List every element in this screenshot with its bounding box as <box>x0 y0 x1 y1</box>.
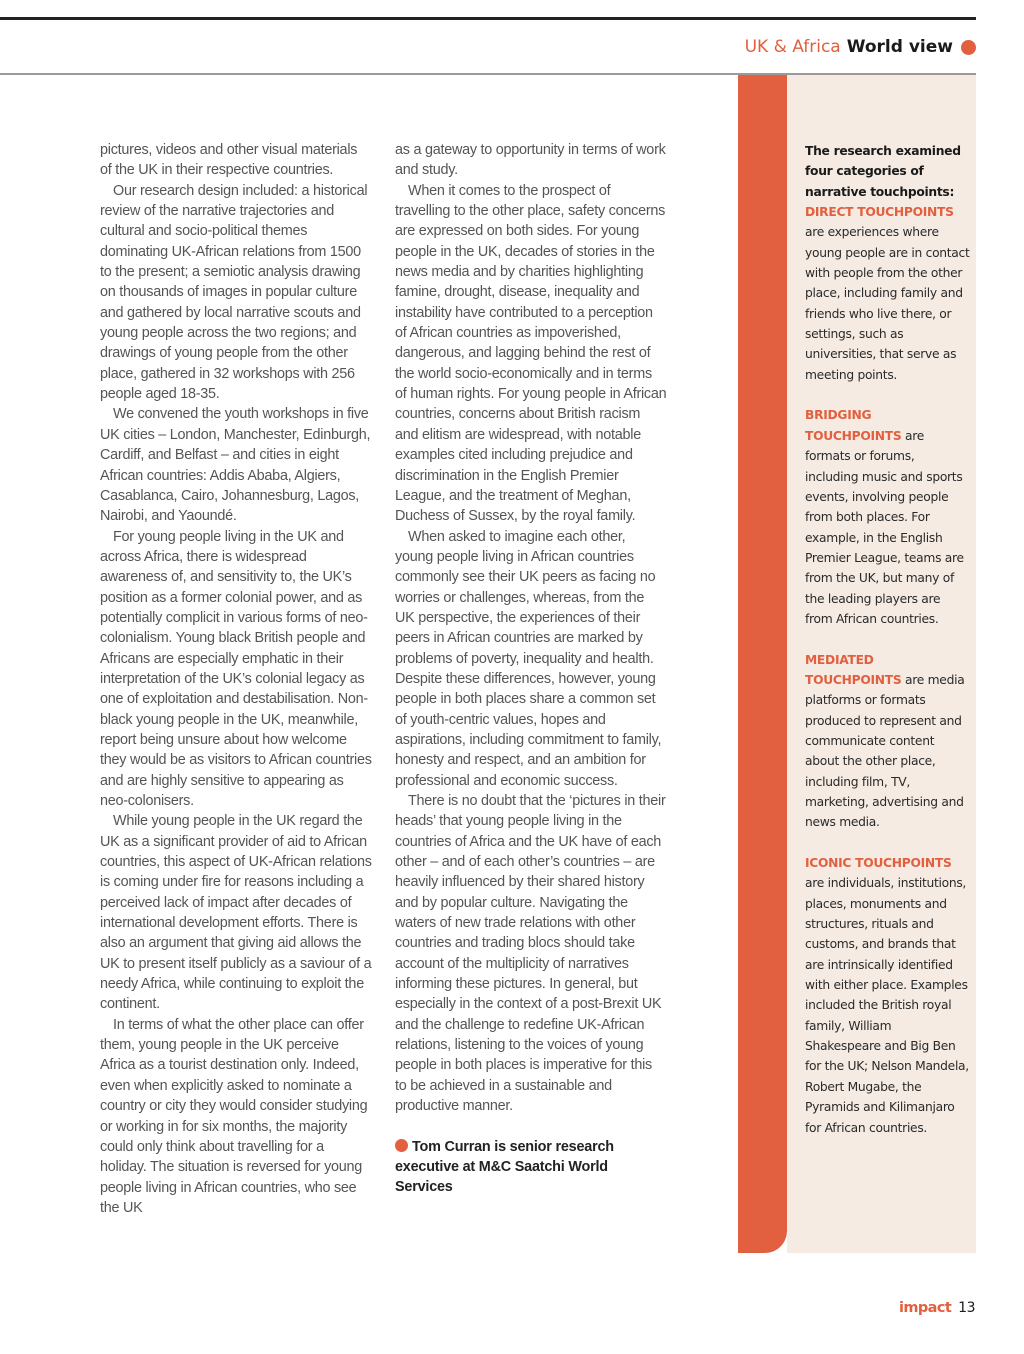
paragraph: In terms of what the other place can offer them, young people in the UK perceive Africa as a tourist destination only. Indeed, even when explicitly asked to nominate a country or city they would consider studying or working in for six months, the majority could only think about travelling for a holiday. The situation is reversed for young people living in African countries, who see the UK <box>100 1016 368 1216</box>
sidebar-item-iconic <box>805 853 970 1138</box>
sidebar-content <box>805 141 970 1158</box>
author-byline <box>395 1137 667 1198</box>
paragraph: When asked to imagine each other, young people living in African countries commonly see their UK peers as facing no worries or challenges, whereas, from the UK perspective, the experiences of their peers in African countries are marked by problems of poverty, inequality and health. Despite these differences, however, young people in both places share a common set of youth-centric values, hopes and aspirations, including commitment to family, honesty and respect, and an ambition for professional and economic success. <box>395 528 662 789</box>
paragraph: Our research design included: a historical review of the narrative trajectories and cultural and socio-political themes dominating UK-African relations from 1500 to the present; a semiotic analysis drawing on thousands of images in popular culture and gathered by local narrative scouts and young people across the two regions; and drawings of young people from the other place, gathered in 32 workshops with 256 people aged 18-35. <box>100 182 368 403</box>
sidebar-item-mediated <box>805 650 970 833</box>
term-label: BRIDGING TOUCHPOINTS <box>805 408 902 443</box>
paragraph: For young people living in the UK and across Africa, there is widespread awareness of, and sensitivity to, the UK’s position as a former colonial power, and as potentially complicit in various forms of neo-colonialism. Young black British people and Africans are especially emphatic in their interpretation of the UK’s colonial legacy as one of exploitation and destabilisation. Non-black young people in the UK, meanwhile, report being unsure about how welcome they would be as visitors to African countries and are highly sensitive to appearing as neo-colonisers. <box>100 528 372 809</box>
paragraph: There is no doubt that the ‘pictures in their heads’ that young people living in the countries of Africa and the UK have of each other – and of each other’s countries – are heavily influenced by their shared history and by popular culture. Navigating the waters of new trade relations with other countries and trading blocs should take account of the multiplicity of narratives informing these pictures. In general, but especially in the context of a post-Brexit UK and the challenge to redefine UK-African relations, listening to the voices of young people in both places is imperative for this to be achieved in a sustainable and productive manner. <box>395 793 666 1115</box>
section-title: World view <box>846 37 953 57</box>
sidebar-item-direct <box>805 202 970 385</box>
bullet-dot-icon <box>961 40 976 55</box>
section-label: UK & Africa <box>744 37 841 57</box>
page-footer <box>899 1300 975 1316</box>
top-rule <box>0 17 976 20</box>
term-label: DIRECT TOUCHPOINTS <box>805 205 954 220</box>
article-column-2 <box>395 140 667 1198</box>
running-head <box>745 34 976 60</box>
term-description: are media platforms or formats produced to represent and communicate content about the other place, including film, TV, marketing, advertising and news media. <box>805 672 965 830</box>
article-column-1 <box>100 140 372 1218</box>
paragraph: pictures, videos and other visual materials of the UK in their respective countries. <box>100 142 358 179</box>
sidebar-intro: The research examined four categories of narrative touchpoints: <box>805 144 961 199</box>
term-description: are experiences where young people are in contact with people from the other place, including family and friends who live there, or settings, such as universities, that serve as meeting points. <box>805 225 970 382</box>
sidebar-item-bridging <box>805 405 970 629</box>
term-description: are individuals, institutions, places, monuments and structures, rituals and customs, and brands that are intrinsically identified with either place. Examples included the British royal family, William Shakespeare and Big Ben for the UK; Nelson Mandela, Robert Mugabe, the Pyramids and Kilimanjaro for African countries. <box>805 876 969 1135</box>
paragraph: as a gateway to opportunity in terms of work and study. <box>395 142 666 179</box>
term-description: are formats or forums, including music and sports events, involving people from both places. For example, in the English Premier League, teams are from the UK, but many of the leading players are from African countries. <box>805 428 964 626</box>
paragraph: We convened the youth workshops in five UK cities – London, Manchester, Edinburgh, Cardiff, and Belfast – and cities in eight African countries: Addis Ababa, Algiers, Casablanca, Cairo, Johannesburg, Lagos, Nairobi, and Yaoundé. <box>100 406 371 525</box>
term-label: ICONIC TOUCHPOINTS <box>805 856 952 871</box>
page-number: 13 <box>958 1300 975 1316</box>
bullet-dot-icon <box>395 1139 408 1152</box>
paragraph: While young people in the UK regard the UK as a significant provider of aid to African countries, this aspect of UK-African relations is coming under fire for reasons including a perceived lack of impact after decades of international development efforts. There is also an argument that giving aid allows the UK to present itself publicly as a saviour of a needy Africa, while continuing to exploit the continent. <box>100 813 372 1013</box>
term-label: MEDIATED TOUCHPOINTS <box>805 652 902 687</box>
paragraph: When it comes to the prospect of travelling to the other place, safety concerns are expressed on both sides. For young people in the UK, decades of stories in the news media and by charities highlighting famine, drought, disease, inequality and instability have contributed to a perception of African countries as impoverished, dangerous, and lagging behind the rest of the world socio-economically and in terms of human rights. For young people in African countries, concerns about British racism and elitism are widespread, with notable examples cited including prejudice and discrimination in the English Premier League, and the treatment of Meghan, Duchess of Sussex, by the royal family. <box>395 182 667 525</box>
byline-text: Tom Curran is senior research executive at M&C Saatchi World Services <box>395 1138 614 1196</box>
sidebar-accent-band <box>738 75 787 1253</box>
magazine-logo: impact <box>899 1300 952 1316</box>
